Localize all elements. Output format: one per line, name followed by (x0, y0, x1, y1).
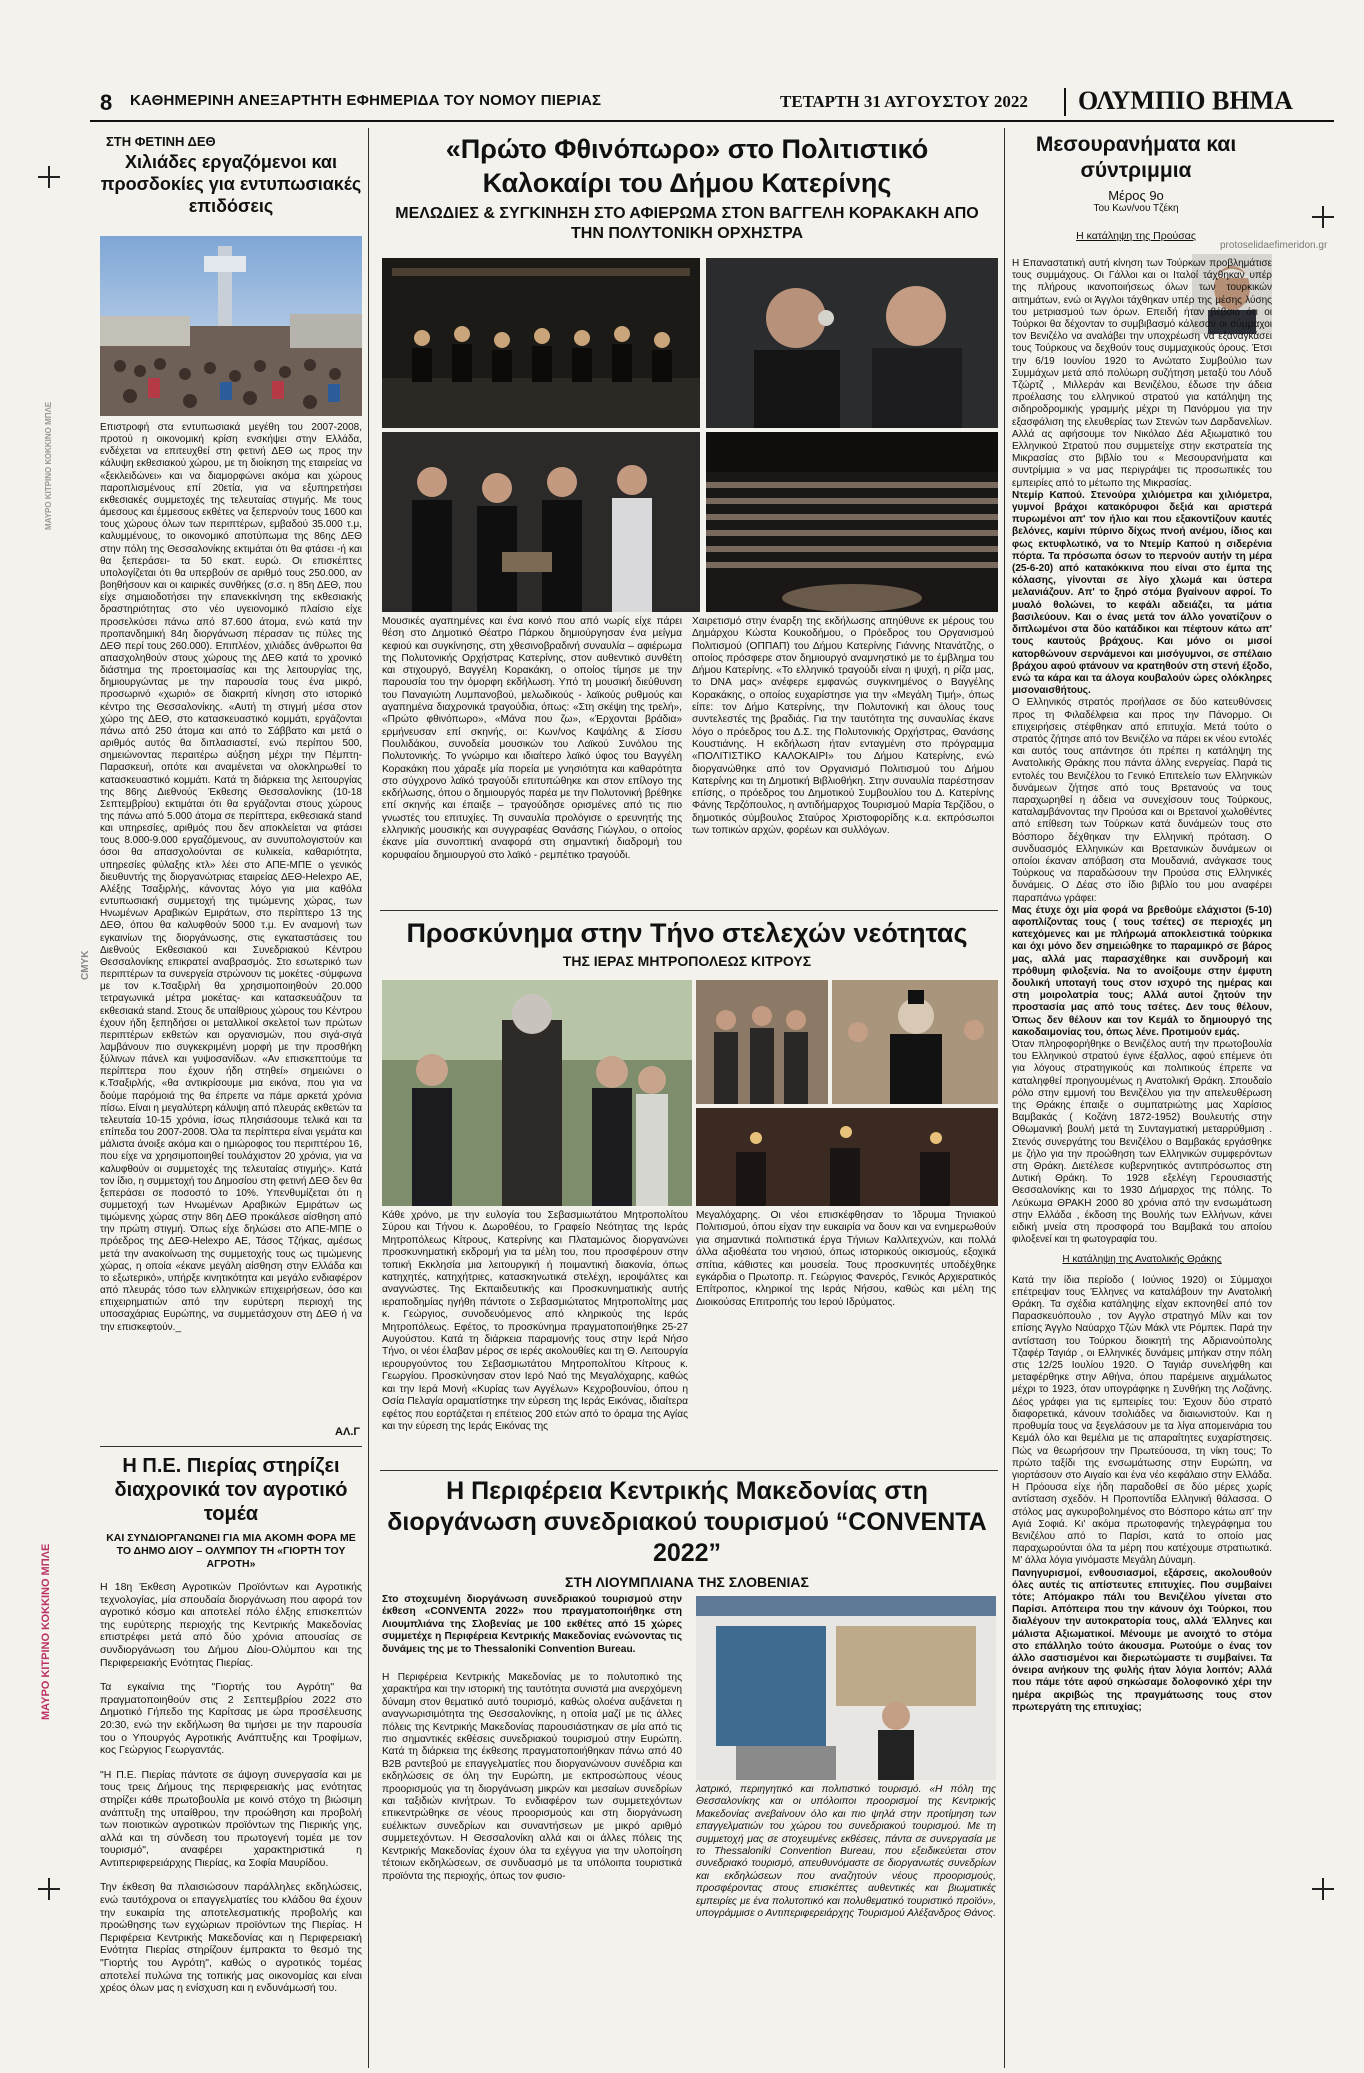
award-photo (382, 432, 700, 612)
article-subhead: ΜΕΛΩΔΙΕΣ & ΣΥΓΚΙΝΗΣΗ ΣΤΟ ΑΦΙΕΡΩΜΑ ΣΤΟΝ ΒΑΓΓΕΛΗ ΚΟΡΑΚΑΚΗ ΑΠΟ ΤΗΝ ΠΟΛΥΤΟΝΙΚΗ ΟΡΧΗΣΤΡΑ (395, 205, 979, 242)
center-mid-col2: Μεγαλόχαρης. Οι νέοι επισκέφθησαν το Ίδρυμα Τηνιακού Πολιτισμού, όπου είχαν την ευκαιρία να δουν και να ενημερωθούν για σημαντικά πολιτιστικά έργα Τήνιων Καλλιτεχνών, και πολλά άλλα αξιοθέατα του νησιού, όπως ιστορικούς οικισμούς, εξοχικά σπίτια, κάθιστες και μουσεία. Τους προσκυνητές υποδέχθηκε εγκάρδια ο Πρωτοπρ. π. Γεώργιος Φανερός, Γενικός Αρχιερατικός Επίτροπος, κληρικοί της Ιεράς Νήσου, καθώς και μέλη της Διοικούσας Επιτροπής του Ιερού Ιδρύματος. (696, 1210, 996, 1308)
section-heading: Η κατάληψη της Ανατολικής Θράκης (1062, 1254, 1222, 1266)
section-divider (380, 910, 998, 911)
paragraph: Όταν πληροφορήθηκε ο Βενιζέλος αυτή την πρωτοβουλία του Ελληνικού στρατού έγινε έξαλλος, αφού επέμενε ότι για λόγους στρατηγικούς και πολιτικούς έπρεπε να καταληφθεί προηγουμένως η Ανατολική Θράκη. Σπουδαίο ρόλο στην εμμονή του Βενιζέλου για την απελευθέρωση της Θράκης έπαιξε ο συμπατριώτης μας Χαρίσιος Βαμβακάς ( Κοζάνη 1872-1952) Βουλευτής στην Οθωμανική βουλή μετά τη Συνταγματική μεταρρύθμιση . Στενός συνεργάτης του Βενιζέλου ο Βαμβακάς εργάσθηκε με ζήλο για την προώθηση των Ελληνικών συμφερόντων στη Θράκη. Διετέλεσε κυβερνητικός αντιπρόσωπος στη Δυτική Θράκη. Το 1928 εξελέγη Γερουσιαστής Θεσσαλονίκης και το 1930 Δήμαρχος της πόλης. Το Λεύκωμα ΘΡΑΚΗ 2000 80 χρόνια από την ενσωμάτωση στην Ελλάδα , έκδοση της Βουλής των Ελλήνων, κάνει ειδική μνεία στη προσφορά του Βαμβακά του αποίου φιλοξενεί και τη φωτογραφία του. (1012, 1039, 1272, 1246)
section-heading: Η κατάληψη της Προύσας (1076, 230, 1196, 242)
registration-mark (38, 1878, 60, 1900)
youth-visit-photo (382, 980, 692, 1206)
conventa-booth-photo (696, 1596, 996, 1780)
article-headline: Χιλιάδες εργαζόμενοι και προσδοκίες για εντυπωσιακές επιδόσεις (100, 152, 362, 216)
pe-article (100, 1454, 362, 1997)
bishop-photo (832, 980, 998, 1104)
color-bar-label: ΜΑΥΡΟ ΚΙΤΡΙΝΟ ΚΟΚΚΙΝΟ ΜΠΛΕ (40, 1543, 52, 1720)
article-headline: Η Περιφέρεια Κεντρικής Μακεδονίας στη διοργάνωση συνεδριακού τουρισμού “CONVENTA 2022” (387, 1477, 987, 1567)
paragraph: Την έκθεση θα πλαισιώσουν παράλληλες εκδηλώσεις, ενώ ταυτόχρονα οι επαγγελματίες του κλάδου θα έχουν την ευκαιρία της αποτελεσματικής προβολής και προώθησης των εγχώριων προϊόντων της Πιερίας. Η Περιφέρεια Κεντρικής Μακεδονίας και η Περιφερειακή Ενότητα Πιερίας στηρίζουν έμπρακτα το θεσμό της "Γιορτής του Αγρότη", καθώς ο αγροτικός τομέας αποτελεί πυλώνα της τοπικής μας οικονομίας και είναι χρέος όλων μας η ενίσχυση και η ενδυνάμωσή του. (100, 1881, 362, 1995)
section-divider (100, 1446, 362, 1447)
article-kicker: ΣΤΗ ΦΕΤΙΝΗ ΔΕΘ (106, 134, 216, 149)
paragraph: Μας έτυχε όχι μία φορά να βρεθούμε ελάχιστοι (5-10) αφοπλίζοντας τους ( τους τσέτες) σε περιοχές μη κατεχόμενες και με πλήρωμά αποκλειστικά τούρκικα και όχι μόνο δεν σημειώθηκε το παραμικρό σε βάρος μας, αλλά μας παρασχέθηκε και συνδρομή και πρόθυμη φιλοξενία. Να το ανοίξουμε στην έμφυτη δουλική υποταγή τους στον ισχυρό της ημέρας και στη μοιρολατρία τους; Αλλά αυτοί ζητούν την προστασία μας από τους τσέτες. Δεν τους θέλουν, Όπως δεν θέλουν και τον Κεμάλ το δημιουργό της κακοδαιμονίας του, όπως λένε. Προτιμούν εμάς. (1012, 904, 1272, 1038)
center-top-article (378, 132, 996, 244)
color-bar-label: ΜΑΥΡΟ ΚΙΤΡΙΝΟ ΚΟΚΚΙΝΟ ΜΠΛΕ (44, 401, 53, 530)
paragraph: Ο Ελληνικός στρατός προήλασε σε δύο κατευθύνσεις προς τη Φιλαδέλφεια και προς την Πάνορμο. Οι επιχειρήσεις στέφθηκαν από επιτυχία. Μετά τούτο ο στρατός ζήτησε από τον Βενιζέλο να πάρει εκ νέου εντολές και αυτός τους απάντησε ότι πρέπει η κατάληψη της Ανατολικής Θράκης που πάντα άλλης ενεργείας. Παρά τις εντολές του Βενιζέλου το Γενικό Επιτελείο των Ελληνικών δυνάμεων ζήτησε από τους Βρετανούς να τους παραχωρηθεί η άδεια να συνεχίσουν τους Τούρκους, καταλαμβάνοντας την Προύσα και οι Βρετανοί χωλοθέντες από επίθεση των Τούρκων κατά δυνάμεών τους στο Βόσπορο δέχθηκαν την Ελληνική πρόταση. Ο συνδυασμός Ελληνικών και Βρετανικών δυνάμεων οι οποίοι έκαναν απόβαση στα Μουδανιά, ανάγκασε τους Τούρκους να παραδώσουν την Προύσα στις Ελληνικές δυνάμεις. Ο Δέας στο ίδιο βιβλίο του μου αναφέρει παραπάνω γράφει: (1012, 697, 1272, 904)
paragraph: Η Επαναστατική αυτή κίνηση των Τούρκων προβλημάτισε τους συμμάχους. Οι Γάλλοι και οι Ιταλοί τάχθηκαν υπέρ της πλήρους ικανοποιήσεως όλων των τουρκικών αιτημάτων, ενώ οι Άγγλοι τάχθηκαν υπέρ της μέσης λύσης του μετριασμού των όρων. Επειδή ήταν βέβαιο ότι οι Τούρκοι θα δέχονταν το συμβιβασμό κάλεσαν οι σύμμαχοι τον Βενιζέλο να αναλάβει την υποχρέωση να εξαναγκάσει τους Τούρκους να δεχθούν τους συμμαχικούς όρους. Έτσι την 6/19 Ιουνίου 1920 το Ανώτατο Συμβούλιο των Συμμάχων μετά από πολύωρη συζήτηση μεταξύ του Λόυδ Τζώρτζ , Μιλλεράν και Βενιζέλου, έδωσε την άδεια προέλασης του ελληνικού στρατού για κατάληψη της σιδηροδρομικής γραμμής μέχρι τη Πανόρμου για την εξασφάλιση της ελευθερίας των Στενών των Δαρδανελίων. Αλλά ας αφήσουμε τον Νικόλαο Δέα Αξιωματικό του Ελληνικού Στρατού που συμμετείχε στην εκστρατεία της Μικρασίας στο βιβλίο του « Μεσουρανήματα και συντρίμμια » να μας περιγράψει τις προσωπικές του εμπειρίες από το μέτωπο της Μικρασίας. (1012, 258, 1272, 489)
header-rule (90, 120, 1334, 122)
page-number: 8 (100, 90, 113, 115)
right-col-text (1012, 258, 1272, 2062)
center-mid-article (378, 916, 996, 970)
section-divider (380, 1470, 998, 1471)
registration-mark (1312, 206, 1334, 228)
paragraph: Η 18η Έκθεση Αγροτικών Προϊόντων και Αγροτικής τεχνολογίας, μία σπουδαία διοργάνωση που αφορά τον αγροτικό κόσμο και αποτελεί πόλο έλξης επισκεπτών της ευρύτερης περιοχής της Κεντρικής Μακεδονίας επιστρέφει μετά από δύο χρόνια απουσίας σε συνδιοργάνωση του Δήμου Δίου-Ολύμπου και της Περιφερειακής Ενότητας Πιερίας. (100, 1581, 362, 1669)
column-divider (368, 128, 369, 2068)
cmyk-label: CMYK (80, 950, 91, 980)
paragraph: Ντεμίρ Καπού. Στενούρα χιλιόμετρα και χιλιόμετρα, γυμνοί βράχοι κατακόρυφοι δεξιά και αριστερά πυρωμένοι απ' τον ήλιο και που εξακοντίζουν καυτές βελόνες, καμίνι πύρινο δίχως πνοή ανέμου, ίδιος και φως εκτυφλωτικό, να το Ντεμίρ Καπού η σιδερένια πόρτα. Τα πρόσωπα όσων το περνούν αυτήν τη μέρα (25-6-20) από κατακόκκινα που είναι στο έμπα της κόλασης, γίνονται σε λίγο χλωμά και ύστερα μελανιάζουν. Απ' το ξηρό στόμα βγαίνουν αφροί. Το μυαλό θολώνει, το κεφάλι αδειάζει, τα μάτια βασιλεύουν. Και ο ένας μετά τον άλλο γονατίζουν ο διπλωμένοι στα δύο κατάδικοι και πέφτουν κάτω απ' τους καυτούς βράχους. Και μόνο οι μισοί κατορθώνουν σερνάμενοι και μισόγυμνοι, σε σπέλαιο βράχου αφού φτάνουν να κρατηθούν στη στενή έξοδο, ενώ τα κάρα και τα άλογα κουβαλούν ώρες ολόκληρες μισοναισθήτους. (1012, 489, 1272, 697)
registration-mark (38, 166, 60, 188)
paragraph: Τα εγκαίνια της "Γιορτής του Αγρότη" θα πραγματοποιηθούν στις 2 Σεπτεμβρίου 2022 στο Δημοτικό Γήπεδο της Καρίτσας με ώρα προσέλευσης 20:30, ενώ την εκδήλωση θα τιμήσει με την παρουσία του ο Υπουργός Αγροτικής Ανάπτυξης και Τροφίμων, κος Γεώργιος Γεωργαντάς. (100, 1681, 362, 1757)
liturgy-photo (696, 1108, 998, 1206)
article-headline: Μεσουρανήματα και σύντριμμια (1035, 133, 1237, 182)
center-bottom-lead: Στο στοχευμένη διοργάνωση συνεδριακού τουρισμού στην έκθεση «CONVENTA 2022» που πραγματοποιήθηκε στη Λιουμπλιάνα της Σλοβενίας με 100 εκθέτες από 15 χώρες συμμετέχε η Περιφέρεια Κεντρικής Μακεδονίας ενώνοντας τις δυνάμεις της με το Thessaloniki Convention Bureau. (382, 1594, 682, 1655)
left-article-body: Επιστροφή στα εντυπωσιακά μεγέθη του 2007-2008, προτού η οικονομική κρίση ενσκήψει στην Ελλάδα, ενδέχεται να επιτευχθεί στη φετινή ΔΕΘ ως προς την κάλυψη εκθεσιακού χώρου, με τη διοίκηση της εταιρείας να «ξεκλειδώνει» και να διαμορφώνει ακόμα και χώρους παροπλισμένους επί 20ετία, για να εξυπηρετήσει εκθεσιακές συμμετοχές της τελευταίας στιγμής. Με τους άμεσους και έμμεσους εκθέτες να ξεπερνούν τους 1600 και τους χώρους όλων των περιπτέρων, εμβαδού 35.000 τ.μ, καλυμμένους, το οικονομικό αποτύπωμα της 86ης ΔΕΘ στην πόλη της Θεσσαλονίκης εκτιμάται ότι θα φτάσει -ή και θα ξεπεράσει- τα 50 εκατ. ευρώ. Οι επισκέπτες υπολογίζεται ότι θα υπερβούν σε αριθμό τους 250.000, αν βοηθήσουν και οι καιρικές συνθήκες (σ.σ. η 85η ΔΕΘ, που είχε σημαιοδοτήσει την επανεκκίνηση της εκθεσιακής δραστηριότητας στο νέο υγειονομικό πλαίσιο είχε προσελκύσει πάνω από 87.600 άτομα, ενώ κατά την προπανδημική 84η διοργάνωση πέρασαν τις πύλες της ΔΕΘ περί τους 260.000). Επιπλέον, χιλιάδες άνθρωποι θα απασχοληθούν στους χώρους της ΔΕΘ κατά το χρονικό διάστημα της προετοιμασίας και της λειτουργίας της, δημιουργώντας με την παρουσία τους ένα μικρό, προσωρινό «χωριό» σε διακριτή κίνηση στο ιστορικό κέντρο της Θεσσαλονίκης. «Αυτή τη στιγμή μέσα στον χώρο της ΔΕΘ, στο κατασκευαστικό κομμάτι, εργάζονται πάνω από 250 άτομα και από το Σάββατο και μετά ο αριθμός αυτός θα διπλασιαστεί, ενώ περίπου 500, σημειώνοντας περαιτέρω αύξηση μέχρι την Πέμπτη-Παρασκευή, οπότε και αναμένεται να ολοκληρωθεί το κατασκευαστικό κομμάτι. Κατά τη διάρκεια της λειτουργίας της 86ης Διεθνούς Έκθεσης Θεσσαλονίκης (10-18 Σεπτεμβρίου) εκτιμάται ότι θα εργάζονται στους χώρους της πάνω από 5.000 άτομα σε περίπτερα, εκθεσιακά stand και υπηρεσίες, αριθμός που δεν αποκλείεται να φτάσει τους 8.000-9.000 εργαζόμενους, αν συνυπολογιστούν και όσοι θα απασχολούνται σε κυλικεία, καθαριότητα, υπηρεσίες φύλαξης κτλ» λέει στο ΑΠΕ-ΜΠΕ ο γενικός διευθυντής της διοργανώτριας εταιρείας ΔΕΘ-Helexpo ΑΕ, Αλέξης Τσαξιρλής, κάνοντας λόγο για μια καθόλα εντυπωσιακή συμμετοχή της τιμώμενης χώρας, των Ηνωμένων Αραβικών Εμιράτων, στο περίπτερο 13 της ΔΕΘ, όπου θα καλυφθούν 5000 τ.μ. Εν αναμονή των εγκαινίων της διοργάνωσης, στις εγκαταστάσεις του Διεθνούς Εκθεσιακού και Συνεδριακού Κέντρου Θεσσαλονίκης επικρατεί αναβρασμός. Στο εσωτερικό των περιπτέρων τα συνεργεία στρώνουν τις μοκέτες -σύμφωνα με τον κ.Τσαξιρλή θα χρησιμοποιηθούν 20.000 τετραγωνικά μέτρα μοκέτας- και κατασκευάζουν τα εκθεσιακά stand. Στους δε υπαίθριους χώρους του Κέντρου έχουν ήδη ξεπηδήσει οι μεταλλικοί σκελετοί των πρώτων περιπτέρων εκθετών και οργανισμών, που σιγά-σιγά λαμβάνουν πιο συγκεκριμένη μορφή με την προσθήκη ξύλινων πάνελ και γυψοσανίδων. «Αν επισκεπτούμε τα περίπτερα που έχουν ήδη στηθεί» σημειώνει ο κ.Τσαξιρλής, «θα αντικρίσουμε μια εικόνα, που για να δούμε παρόμοιά της θα έπρεπε να πάμε αρκετά χρόνια πίσω. Είναι η μεγαλύτερη κάλυψη από πλευράς εκθετών τα τελευταία 10-15 χρόνια, ίσως πλησιάσουμε τελικά και τα επίπεδα του 2007-2008. Όλα τα περίπτερα είναι γεμάτα και μάλιστα άνοιξε ακόμα και ο ημιώροφος του περιπτέρου 16, που είχε να χρησιμοποιηθεί τουλάχιστον 20 χρόνια, για να καλυφθούν οι συμμετοχές της τελευταίας στιγμής». Κατά τον ίδιο, η συμμετοχή του Δημοσίου στη φετινή ΔΕΘ δεν θα ξεπεράσει σε ποσοστό το 10%. Υπενθυμίζεται ότι η συμμετοχή των Ηνωμένων Αραβικών Εμιράτων ως τιμώμενης χώρας στην 86η ΔΕΘ προκάλεσε αίσθηση από την πρώτη στιγμή. Όπως είχε δηλώσει στο ΑΠΕ-ΜΠΕ ο πρόεδρος της ΔΕΘ-Helexpo ΑΕ, Τάσος Τζήκας, αμέσως μετά την ανακοίνωση της συμμετοχής τους ως τιμώμενης χώρας, η οποία «έκανε μεγάλη αίσθηση στην Ελλάδα και το εξωτερικό», υπήρξε κινητικότητα και μεγάλο ενδιαφέρον από πλευράς τόσο των ελληνικών επιχειρήσεων, όσο και επιχειρηματιών από την ευρύτερη περιοχή της υποσαχάριας Ευρώπης, να συμμετάσχουν στη ΔΕΘ ή να την επισκεφτούν._ (100, 422, 362, 1333)
right-article-header (1012, 132, 1260, 242)
registration-mark (1312, 1878, 1334, 1900)
two-men-photo (706, 258, 998, 428)
article-subhead: ΚΑΙ ΣΥΝΔΙΟΡΓΑΝΩΝΕΙ ΓΙΑ ΜΙΑ ΑΚΟΜΗ ΦΟΡΑ ΜΕ ΤΟ ΔΗΜΟ ΔΙΟΥ – ΟΛΥΜΠΟΥ ΤΗ «ΓΙΟΡΤΗ ΤΟΥ ΑΓΡΟΤΗ» (106, 1532, 356, 1570)
paragraph: Πανηγυρισμοί, ενθουσιασμοί, εξάρσεις, ακολουθούν όλες αυτές τις απίστευτες επιτυχίες. Που συμβαίνει τότε; Απόμακρο πάλι του Βενιζέλου γίνεται στο Παρίσι. Απόπειρα που την κάνουν όχι Τούρκοι, που διαλέγουν την αυτοκρατορία τους, αλλά Έλληνες και μάλιστα Αξιωματικοί. Μένουμε με ανοιχτό το στόμα στο επάλληλο τούτο άκουσμα. Ρωτούμε ο ένας τον άλλο σαστισμένοι και διερωτώμαστε τι συμβαίνει. Τα όνειρα ανήκουν της φυλής ήταν λόγια λοιπόν; Αλλά που πάμε τότε αφού σηκώσαμε δολοφονικό χέρι την ημέρα ακριβώς της πραγμάτωσης τους στον πρωτεργάτη της επιτυχίας; (1012, 1567, 1272, 1713)
newspaper-tagline: ΚΑΘΗΜΕΡΙΝΗ ΑΝΕΞΑΡΤΗΤΗ ΕΦΗΜΕΡΙΔΑ ΤΟΥ ΝΟΜΟΥ ΠΙΕΡΙΑΣ (130, 92, 602, 109)
brand-divider (1064, 88, 1066, 116)
center-bottom-col2: λατρικό, περιηγητικό και πολιτιστικό τουρισμό. «Η πόλη της Θεσσαλονίκης και οι υπόλοιποι προορισμοί της Κεντρικής Μακεδονίας ανεβαίνουν όλο και πιο ψηλά στην προτίμηση των επαγγελματιών του χώρου του συνεδριακού τουρισμού. Με τη συμμετοχή μας σε στοχευμένες εκθέσεις, πάντα σε συνεργασία με το Thessaloniki Convention Bureau, που εξειδικεύεται στον συνεδριακό τουρισμό, απευθυνόμαστε σε διοργανωτές συνεδρίων και εκδηλώσεων που αναζητούν νέους προορισμούς, προσφέροντας στους επισκέπτες αυθεντικές και βιωματικές εμπειρίες με ένα πολυτοπικό και πολυθεματικό τουριστικό προϊόν», υπογράμμισε ο Αντιπεριφερειάρχης Τουρισμού Αλέξανδρος Θάνος. (696, 1784, 996, 1920)
watermark: protoselidaefimeridon.gr (1220, 240, 1328, 251)
church-group-photo (696, 980, 828, 1104)
article-headline: Προσκύνημα στην Τήνο στελεχών νεότητας (406, 918, 968, 948)
article-byline: Του Κων/νου Τζέκη (1093, 203, 1179, 214)
left-article (100, 134, 362, 225)
deth-fair-photo (100, 236, 362, 416)
issue-date: ΤΕΤΑΡΤΗ 31 ΑΥΓΟΥΣΤΟΥ 2022 (780, 92, 1028, 111)
center-top-col1: Μουσικές αγαπημένες και ένα κοινό που από νωρίς είχε πάρει θέση στο Δημοτικό Θέατρο Πάρκου δημιούργησαν ένα μείγμα κεφιού και συγκίνησης, στη χθεσινοβραδινή συναυλία – αφιέρωμα της Πολυτονικής Ορχήστρας Κατερίνης, στον αυθεντικό συνθέτη και στιχουργό, Βαγγέλη Κορακάκη, ο οποίος τίμησε με την παρουσία του την όμορφη εκδήλωση. Υπό τη μουσική διεύθυνση του Παναγιώτη Λυμπανοβού, μελωδικούς - λαϊκούς ρυθμούς και αγαπημένα διαχρονικά τραγούδια, όπως: «Στη σκέψη της τρελή», «Πρώτο φθινόπωρο», «Μάνα που ζω», «Έρχονται βράδια» ερμήνευσαν επί σκηνής, οι: Κων/νος Καψάλης & Σίσσυ Πουλιδάκου, συνοδεία μουσικών του Λαϊκού Συνόλου της Πολυτονικής. Το γνώριμο και ιδιαίτερο λαϊκό ύφος του Βαγγέλη Κορακάκη που χάραξε μία πορεία με γνησιότητα και καθαρότητα στο σύγχρονο λαϊκό τραγούδι επιτυπώθηκε και στον επίλογο της εκδήλωσης, όπου ο δημιουργός παρέα με την Πολυτονική βρέθηκε επί σκηνής και έπαιξε – τραγούδησε ορισμένες από τις πιο γνωστές του επιτυχίες. Τη συναυλία προλόγισε ο ερευνητής της ελληνικής μουσικής και συγγραφέας Θανάσης Γιώγλου, ο οποίος έκανε μία συνοπτική αναφορά στη σημαντική διαδρομή του κορυφαίου δημιουργού στο λαϊκό - ρεμπέτικο τραγούδι. (382, 616, 682, 861)
fair-illustration (100, 236, 362, 416)
center-top-col2: Χαιρετισμό στην έναρξη της εκδήλωσης απηύθυνε εκ μέρους του Δημάρχου Κώστα Κουκοδήμου, ο Πρόεδρος του Οργανισμού Πολιτισμού (ΟΠΠΑΠ) του Δήμου Κατερίνης Γιάννης Ντανάτζης, ο οποίος πρόσφερε στον δημιουργό αναμνηστικό με το έμβλημα του Δήμου Κατερίνης. «Το ελληνικό τραγούδι είναι η ψυχή, η ρίζα μας, το DNA μας» ανέφερε εμφανώς συγκινημένος ο Βαγγέλης Κορακάκης, ο οποίος ευχαρίστησε για την «Μεγάλη Τιμή», όπως είπε: τον Δήμο Κατερίνης, την Πολυτονική και όλους τους συντελεστές της βραδιάς. Για την ταυτότητα της συναυλίας έκανε λόγο ο πρόεδρος του Δ.Σ. της Πολυτονικής Ορχήστρας, Θανάσης Κουστιάνης. Η εκδήλωση ήταν ενταγμένη στο πρόγραμμα «ΠΟΛΙΤΙΣΤΙΚΟ ΚΑΛΟΚΑΙΡΙ» του Δήμου Κατερίνης, ενώ διοργανώθηκε από τον Οργανισμό Πολιτισμού του Δήμου Κατερίνης και τη Δημοτική Βιβλιοθήκη. Στην συναυλία παρέστησαν επίσης, ο πρόεδρος του Δημοτικού Συμβουλίου του Δ. Κατερίνης Φάνης Τερζόπουλος, η αντιδήμαρχος Τουρισμού Μαρία Τερζίδου, ο δημοτικός σύμβουλος Σταύρος Χριστοφορίδης κ.α. εκπρόσωποι των τοπικών αρχών, φορέων και συλλόγων. (692, 616, 994, 837)
article-part: Μέρος 9ο (1108, 188, 1164, 203)
center-bottom-col1: Η Περιφέρεια Κεντρικής Μακεδονίας με το πολυτοπικό της χαρακτήρα και την ιστορική της ταυτότητα συνιστά μια ανερχόμενη δύναμη στον θεματικό αυτό τουρισμό, καθώς ολοένα αυξάνεται η αναγνωρισιμότητα της Θεσσαλονίκης, η οποία μαζί με τις άλλες πόλεις της Κεντρικής Μακεδονίας παρουσιάστηκαν σε μία από τις πιο σημαντικές εκθέσεις συνεδριακού τουρισμού στην Ευρώπη. Κατά τη διάρκεια της έκθεσης πραγματοποιήθηκαν πάνω από 40 B2B ραντεβού με επαγγελματίες που διοργανώνουν συνέδρια και εκδηλώσεις σε όλη την Ευρώπη, με εκπροσώπους νέους προορισμούς για τη διοργάνωση μικρών και μεσαίων συνεδρίων και ταξιδιών κινήτρων. Το ενδιαφέρον των συμμετεχόντων επικεντρώθηκε σε νέους προορισμούς και στη διοργάνωση ευέλικτων συνεδρίων και συναντήσεων με μικρό αριθμό συμμετεχόντων. Η Θεσσαλονίκη αλλά και οι άλλες πόλεις της Κεντρικής Μακεδονίας έχουν όλα τα εχέγγυα για την υλοποίηση τέτοιων εκδηλώσεων, σε συνδυασμό με τα υπόλοιπα τουριστικά προϊόντα της περιοχής, όπως τον φυσιο- (382, 1672, 682, 1882)
article-subhead: ΣΤΗ ΛΙΟΥΜΠΛΙΑΝΑ ΤΗΣ ΣΛΟΒΕΝΙΑΣ (565, 1574, 809, 1590)
center-bottom-article (378, 1476, 996, 1591)
audience-photo (706, 432, 998, 612)
center-mid-col1: Κάθε χρόνο, με την ευλογία του Σεβασμιωτάτου Μητροπολίτου Σύρου και Τήνου κ. Δωροθέου, το Γραφείο Νεότητας της Ιεράς Μητροπόλεως Κίτρους, Κατερίνης και Πλαταμώνος διοργανώνει προσκυνηματική εκδρομή για τα μέλη του, που προσφέρουν στην τοπική Εκκλησία μια λειτουργική ή ποιμαντική διακονία, όπως κατηχητές, κατηχήτριες, κατασκηνωτικά στελέχη, ιεροψάλτες και αναγνώστες. Της Εκπαιδευτικής και Προσκυνηματικής αυτής ιεραποδημίας ηγήθη πάντοτε ο Σεβασμιώτατος Μητροπολίτης μας κ. Γεώργιος, συνοδευόμενος από κληρικούς της Ιεράς Μητροπόλεως. Εφέτος, το προσκύνημα πραγματοποιήθηκε 25-27 Αυγούστου. Κατά τη διάρκεια παραμονής τους στην Ιερά Νήσο Τήνο, οι νέοι έλαβαν μέρος σε ιερές ακολουθίες και τη Θ. Λειτουργία ιερουργούντος του Σεβασμιωτάτου Μητροπολίτου Κίτρους κ. Γεωργίου. Προσκύνησαν στον Ιερό Ναό της Μεγαλόχαρης, καθώς και την Ιερά Μονή «Κυρίας των Αγγέλων» Κεχροβουνίου, όπου η Οσία Πελαγία οραματίστηκε την εύρεση της Ιεράς Εικόνας, ιδιαίτερα εφέτος που εορτάζεται η επέτειος 200 ετών από το όραμα της Αγίας και την εύρεση της Ιεράς Εικόνας της (382, 1210, 688, 1432)
article-signature: ΑΛ.Γ (335, 1426, 360, 1438)
article-headline: «Πρώτο Φθινόπωρο» στο Πολιτιστικό Καλοκαίρι του Δήμου Κατερίνης (445, 134, 929, 198)
article-subhead: ΤΗΣ ΙΕΡΑΣ ΜΗΤΡΟΠΟΛΕΩΣ ΚΙΤΡΟΥΣ (562, 953, 812, 969)
article-headline: Η Π.Ε. Πιερίας στηρίζει διαχρονικά τον αγροτικό τομέα (114, 1455, 348, 1525)
paragraph: "Η Π.Ε. Πιερίας πάντοτε σε άψογη συνεργασία και με τους τρεις Δήμους της περιφερειακής μας ενότητας στηρίζει κάθε πρωτοβουλία με κοινό στόχο τη βιώσιμη ανάπτυξη της υπαίθρου, την προώθηση και προβολή των ποιοτικών αγροτικών προϊόντων της Πιερικής γης, αλλά και τη σύνδεση του πρωτογενή τομέα με τον τουρισμό", αναφέρει χαρακτηριστικά η Αντιπεριφερειάρχης Πιερίας, κα Σοφία Μαυρίδου. (100, 1768, 362, 1869)
paragraph: Κατά την ίδια περίοδο ( Ιούνιος 1920) οι Σύμμαχοι επέτρεψαν τους Έλληνες να καταλάβουν την Ανατολική Θράκη. Τα σχέδια κατάληψης είχαν εκπονηθεί από τον Παρασκευόπουλο , τον Αγγλο στρατηγό Μίλν και τον επίσης Άγγλο Ναύαρχο Τζών Μάκλ ντε Ρόμπεκ. Παρά την αντίσταση του Τούρκου διοικητή της Αδριανούπολης Τζαφέρ Ταγιάρ , οι Ελληνικές δυνάμεις μπήκαν στην πόλη στις 12/25 Ιουλίου 1920. Ο Ταγιάρ συνελήφθη και μεταφέρθηκε στην Αθήνα, όπου παρέμεινε αιχμάλωτος μέχρι το 1923, όταν υπογράφηκε η Συνθήκη της Λοζάνης. Δέος γράφει για τις εμπειρίες του: Έχουν δύο στρατό διαφορετικά, κάνουν τσολιάδες να διαιωνιστούν. Και η προθυμία τους να ξεγελάσουν με τα λίγα απομεινάρια του Κεμάλ όλο και θεμέλια με τις απαραίτητες ευχαρίστησεις. Πώς να θεωρήσουν την Πρωτεύουσα, τη νίκη τους; Το πρώτο ταξίδι της ενσωμάτωσης στην Ευρώπη, να γιορτάσουν στο Αιγαίο και ένα νέο κεφάλαιο στην Ελλάδα. Η Πρόουσα είχε ήδη παραδοθεί σε δύο μέρες χωρίς αντίσταση σχεδόν. Η Προποντίδα Ελληνική θάλασσα. Ο στόλος μας αγκυροβολημένος στο Βόσπορο κάτω απ' την Αγιά Σοφιά. Κι' ακόμα πρωτοφανής τηλεγράφημα του Βενιζέλου από το Παρίσι, κατά το οποίο μας παραχωρούνται όλα τα μέρη που κατέχουμε στρατιωτικά. Μ' άλλα λόγια γινόμαστε Μεγάλη Δύναμη. (1012, 1274, 1272, 1567)
newspaper-brand: ΟΛΥΜΠΙΟ ΒΗΜΑ (1078, 86, 1293, 115)
orchestra-photo (382, 258, 700, 428)
column-divider (1004, 128, 1005, 2068)
